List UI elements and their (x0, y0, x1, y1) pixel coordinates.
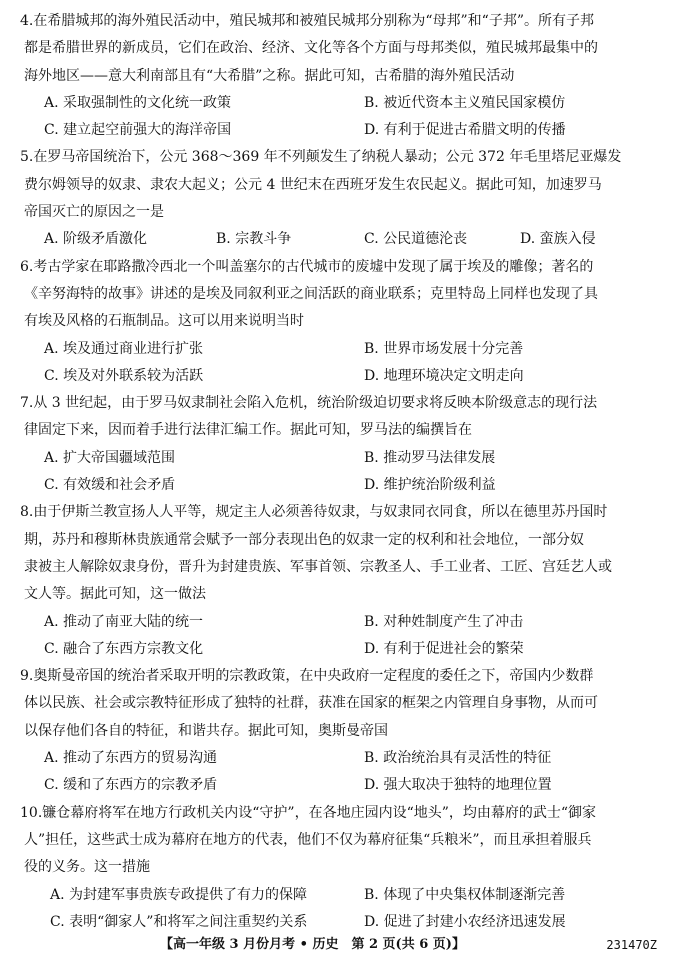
option-row (20, 117, 660, 144)
question-text-line: 有埃及风格的石瓶制品。这可以用来说明当时 (24, 313, 304, 330)
page-footer (0, 934, 677, 956)
option-b[interactable]: B. 宗教斗争 (216, 231, 292, 248)
option-a[interactable]: A. 采取强制性的文化统一政策 (44, 94, 232, 111)
footer-code: 231470Z (606, 938, 657, 952)
question-text-line: 都是希腊世界的新成员，它们在政治、经济、文化等各个方面与母邦类似，殖民城邦最集中的 (24, 40, 598, 57)
option-d[interactable]: D. 有利于促进社会的繁荣 (364, 640, 524, 657)
option-c[interactable]: C. 融合了东西方宗教文化 (44, 640, 204, 657)
option-row (20, 226, 660, 253)
option-c[interactable]: C. 有效缓和社会矛盾 (44, 477, 176, 494)
option-c[interactable]: C. 缓和了东西方的宗教矛盾 (44, 777, 218, 794)
option-d[interactable]: D. 有利于促进古希腊文明的传播 (364, 122, 566, 139)
option-c[interactable]: C. 建立起空前强大的海洋帝国 (44, 122, 232, 139)
question-text-line: 7.从 3 世纪起，由于罗马奴隶制社会陷入危机，统治阶级迫切要求将反映本阶级意志的现行法 (20, 395, 598, 412)
question-text-line: 费尔姆领导的奴隶、隶农大起义；公元 4 世纪末在西班牙发生农民起义。据此可知，加速罗马 (24, 176, 602, 193)
option-d[interactable]: D. 促进了封建小农经济迅速发展 (364, 913, 566, 930)
option-a[interactable]: A. 推动了东西方的贸易沟通 (44, 750, 218, 767)
option-d[interactable]: D. 地理环境决定文明走向 (364, 367, 524, 384)
option-a[interactable]: A. 阶级矛盾激化 (44, 231, 148, 248)
question-text-line: 9.奥斯曼帝国的统治者采取开明的宗教政策，在中央政府一定程度的委任之下，帝国内少数群 (20, 668, 594, 685)
option-row (20, 609, 660, 636)
option-c[interactable]: C. 表明“御家人”和将军之间注重契约关系 (50, 913, 308, 930)
question-text-line: 10.镰仓幕府将军在地方行政机关内设“守护”，在各地庄园内设“地头”，均由幕府的武士“御家 (20, 804, 597, 821)
option-row (20, 882, 660, 909)
question-text-line: 役的义务。这一措施 (24, 859, 150, 876)
option-row (20, 745, 660, 772)
question-text-line: 帝国灭亡的原因之一是 (24, 204, 164, 221)
option-b[interactable]: B. 被近代资本主义殖民国家模仿 (364, 94, 566, 111)
question-4 (20, 8, 660, 144)
question-7 (20, 390, 660, 499)
option-d[interactable]: D. 蛮族入侵 (520, 231, 596, 248)
option-row (20, 336, 660, 363)
question-text-line: 5.在罗马帝国统治下，公元 368～369 年不列颠发生了纳税人暴动；公元 372 年毛里塔尼亚爆发 (20, 149, 622, 166)
option-d[interactable]: D. 维护统治阶级利益 (364, 477, 496, 494)
question-text-line: 律固定下来，因而着手进行法律汇编工作。据此可知，罗马法的编撰旨在 (24, 422, 472, 439)
question-list (20, 8, 660, 936)
option-row (20, 472, 660, 499)
question-10 (20, 800, 660, 936)
question-text-line: 海外地区——意大利南部且有“大希腊”之称。据此可知，古希腊的海外殖民活动 (24, 67, 515, 84)
question-text-line: 隶被主人解除奴隶身份，晋升为封建贵族、军事首领、宗教圣人、手工业者、工匠、宫廷艺人或 (24, 558, 612, 575)
question-text-line: 8.由于伊斯兰教宣扬人人平等，规定主人必须善待奴隶，与奴隶同衣同食，所以在德里苏丹国时 (20, 504, 608, 521)
question-6 (20, 254, 660, 390)
option-b[interactable]: B. 推动罗马法律发展 (364, 449, 496, 466)
option-b[interactable]: B. 世界市场发展十分完善 (364, 340, 524, 357)
question-text-line: 《辛努海特的故事》讲述的是埃及同叙利亚之间活跃的商业联系；克里特岛上同样也发现了具 (24, 285, 598, 302)
question-9 (20, 663, 660, 799)
option-row (20, 636, 660, 663)
option-d[interactable]: D. 强大取决于独特的地理位置 (364, 777, 552, 794)
option-c[interactable]: C. 公民道德沦丧 (364, 231, 468, 248)
option-a[interactable]: A. 埃及通过商业进行扩张 (44, 340, 204, 357)
option-row (20, 445, 660, 472)
option-a[interactable]: A. 扩大帝国疆域范围 (44, 449, 176, 466)
question-text-line: 期，苏丹和穆斯林贵族通常会赋予一部分表现出色的奴隶一定的权利和社会地位，一部分奴 (24, 531, 584, 548)
question-text-line: 以保存他们各自的特征，和谐共存。据此可知，奥斯曼帝国 (24, 722, 388, 739)
option-row (20, 772, 660, 799)
option-row (20, 909, 660, 936)
option-b[interactable]: B. 政治统治具有灵活性的特征 (364, 750, 552, 767)
option-b[interactable]: B. 体现了中央集权体制逐渐完善 (364, 886, 566, 903)
question-text-line: 体以民族、社会或宗教特征形成了独特的社群，获准在国家的框架之内管理自身事物，从而可 (24, 695, 598, 712)
option-row (20, 363, 660, 390)
question-text-line: 4.在希腊城邦的海外殖民活动中，殖民城邦和被殖民城邦分别称为“母邦”和“子邦”。所有子邦 (20, 13, 594, 29)
option-a[interactable]: A. 推动了南亚大陆的统一 (44, 613, 204, 630)
option-a[interactable]: A. 为封建军事贵族专政提供了有力的保障 (50, 886, 308, 903)
question-8 (20, 499, 660, 663)
option-row (20, 90, 660, 117)
question-text-line: 人”担任，这些武士成为幕府在地方的代表，他们不仅为幕府征集“兵粮米”，而且承担着服兵 (24, 831, 592, 848)
question-text-line: 文人等。据此可知，这一做法 (24, 586, 206, 603)
question-text-line: 6.考古学家在耶路撒冷西北一个叫盖塞尔的古代城市的废墟中发现了属于埃及的雕像；著名的 (20, 258, 594, 275)
option-b[interactable]: B. 对种姓制度产生了冲击 (364, 613, 524, 630)
option-c[interactable]: C. 埃及对外联系较为活跃 (44, 367, 204, 384)
question-5 (20, 144, 660, 253)
footer-title: 【高一年级 3 月份月考 • 历史 第 2 页(共 6 页)】 (160, 937, 465, 952)
